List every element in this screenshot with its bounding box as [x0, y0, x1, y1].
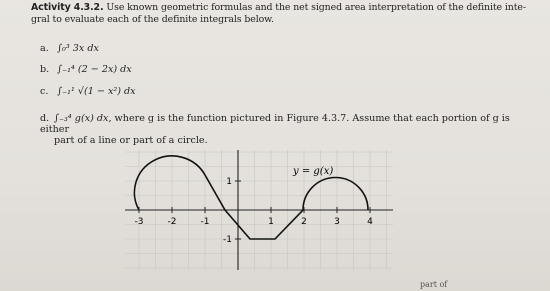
item-b-label: b. — [40, 64, 50, 75]
x-tick-label: -3 — [134, 217, 144, 227]
item-c-integral: ∫₋₁¹ √(1 − x²) dx — [57, 86, 136, 97]
exercise-line1: Use known geometric formulas and the net signed area interpretation of the definite inte- — [106, 2, 526, 13]
item-d-text1: , where g is the function pictured in Figure 4.3.7. Assume that each portion of g is either — [40, 113, 510, 135]
item-a — [40, 43, 99, 54]
x-tick-label: 4 — [367, 217, 373, 227]
item-a-label: a. — [40, 43, 49, 54]
footer-fragment: part of — [420, 280, 448, 289]
item-c — [40, 86, 136, 97]
item-b-integral: ∫₋₁⁴ (2 − 2x) dx — [57, 64, 132, 75]
x-tick-label: -2 — [167, 217, 177, 227]
figure-g-graph — [123, 147, 395, 273]
exercise-label: Activity 4.3.2. — [31, 2, 104, 13]
x-tick-label: 1 — [268, 217, 274, 227]
y-tick-label: 1 — [226, 177, 232, 187]
item-d-text2: part of a line or part of a circle. — [54, 135, 208, 146]
item-b — [40, 64, 132, 75]
item-d-integral: ∫₋₃⁴ g(x) dx — [54, 113, 109, 124]
exercise-line2: gral to evaluate each of the definite integrals below. — [31, 13, 274, 25]
x-tick-label: -1 — [200, 217, 210, 227]
item-c-label: c. — [40, 86, 49, 97]
item-a-integral: ∫₀³ 3x dx — [57, 43, 99, 54]
x-tick-label: 3 — [334, 217, 340, 227]
y-tick-label: -1 — [223, 235, 232, 245]
x-tick-label: 2 — [301, 217, 307, 227]
item-d — [40, 113, 540, 146]
function-label: y = g(x) — [293, 166, 334, 177]
exercise-heading — [31, 2, 550, 25]
item-d-label: d. — [40, 113, 50, 124]
